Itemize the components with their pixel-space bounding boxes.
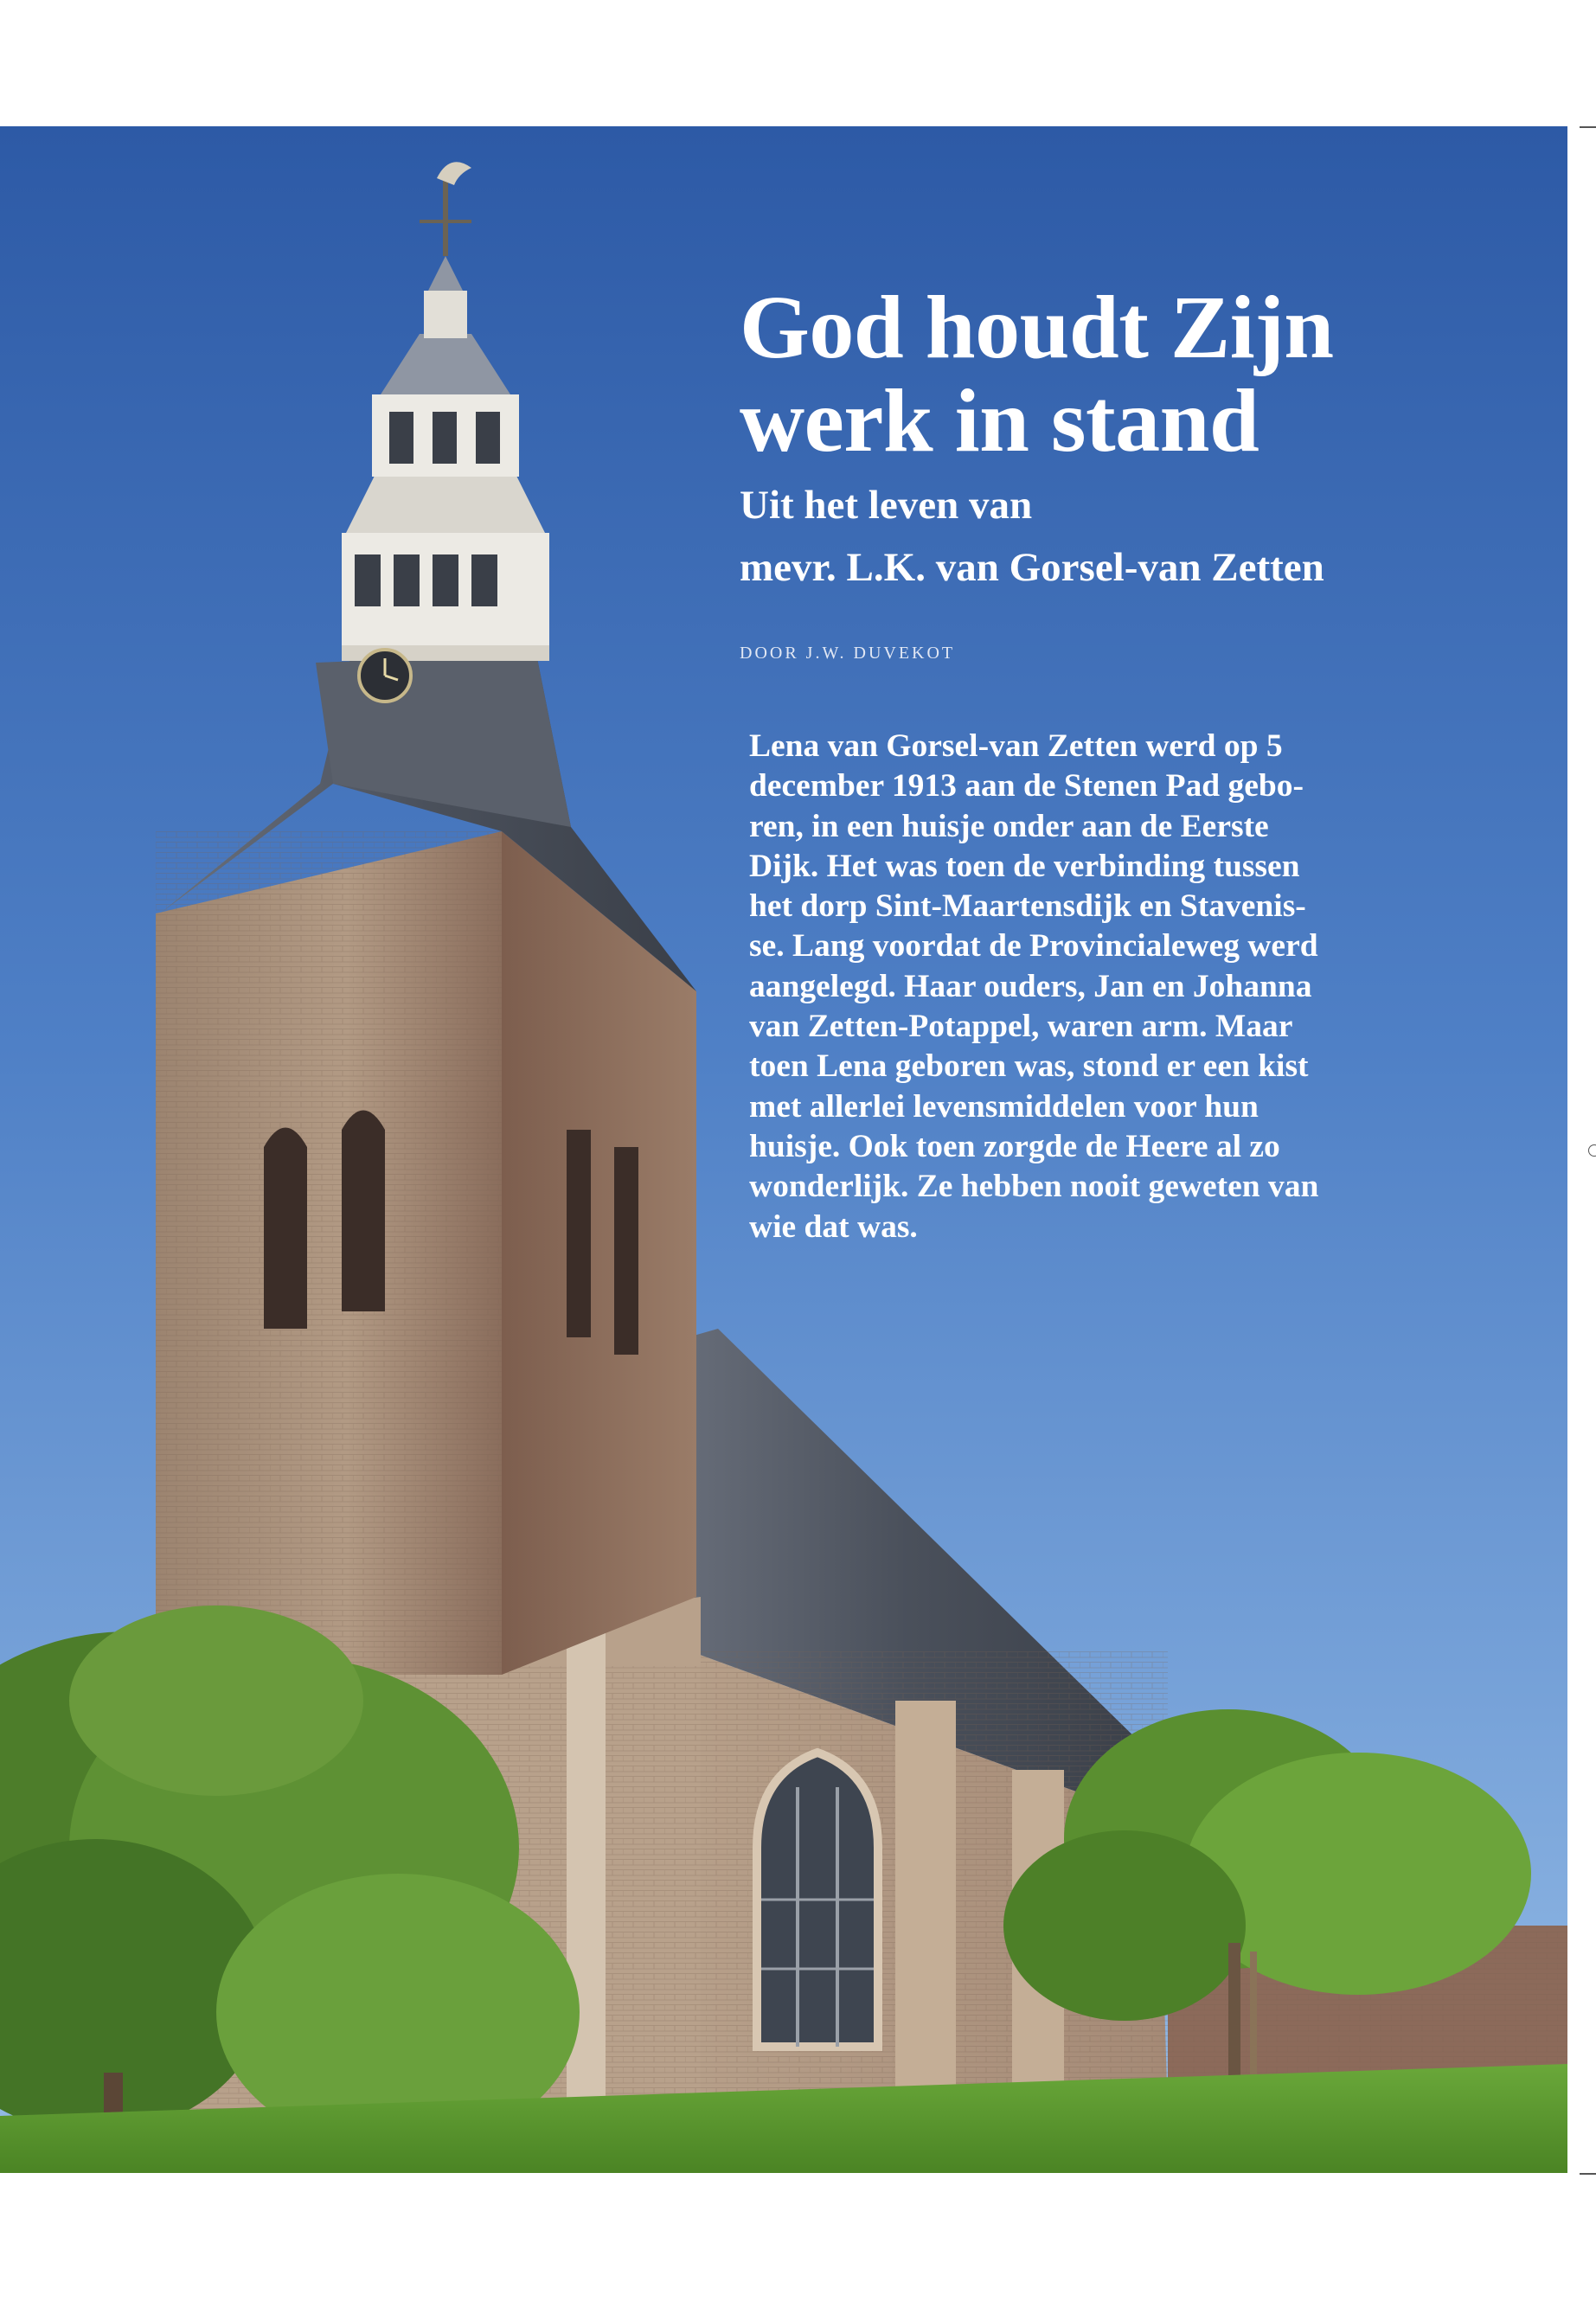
- intro-line: aangelegd. Haar ouders, Jan en Johanna: [749, 968, 1312, 1004]
- intro-line: ren, in een huisje onder aan de Eerste: [749, 808, 1269, 844]
- intro-line: wie dat was.: [749, 1208, 918, 1245]
- subtitle-line: Uit het leven van: [740, 483, 1033, 528]
- author-byline: DOOR J.W. DUVEKOT: [740, 644, 956, 663]
- intro-line: van Zetten-Potappel, waren arm. Maar: [749, 1009, 1293, 1045]
- title-line: God houdt Zijn: [740, 278, 1334, 377]
- intro-line: se. Lang voordat de Provincialeweg werd: [749, 928, 1318, 965]
- subtitle-line: mevr. L.K. van Gorsel-van Zetten: [740, 545, 1324, 590]
- intro-line: het dorp Sint-Maartensdijk en Stavenis-: [749, 888, 1306, 925]
- intro-line: wonderlijk. Ze hebben nooit geweten van: [749, 1169, 1319, 1205]
- crop-mark-bottom: [1580, 2173, 1596, 2175]
- article-subtitle: [740, 474, 1553, 599]
- intro-line: Lena van Gorsel-van Zetten werd op 5: [749, 728, 1283, 764]
- intro-line: huisje. Ook toen zorgde de Heere al zo: [749, 1128, 1280, 1164]
- intro-line: december 1913 aan de Stenen Pad gebo-: [749, 768, 1304, 804]
- intro-line: toen Lena geboren was, stond er een kist: [749, 1048, 1309, 1085]
- article-title: [740, 278, 1553, 471]
- intro-line: met allerlei levensmiddelen voor hun: [749, 1088, 1259, 1125]
- crop-mark-top: [1580, 126, 1596, 128]
- title-line: werk in stand: [740, 371, 1259, 471]
- registration-mark: [1588, 1144, 1596, 1157]
- intro-line: Dijk. Het was toen de verbinding tussen: [749, 848, 1300, 884]
- intro-paragraph: [749, 727, 1458, 1247]
